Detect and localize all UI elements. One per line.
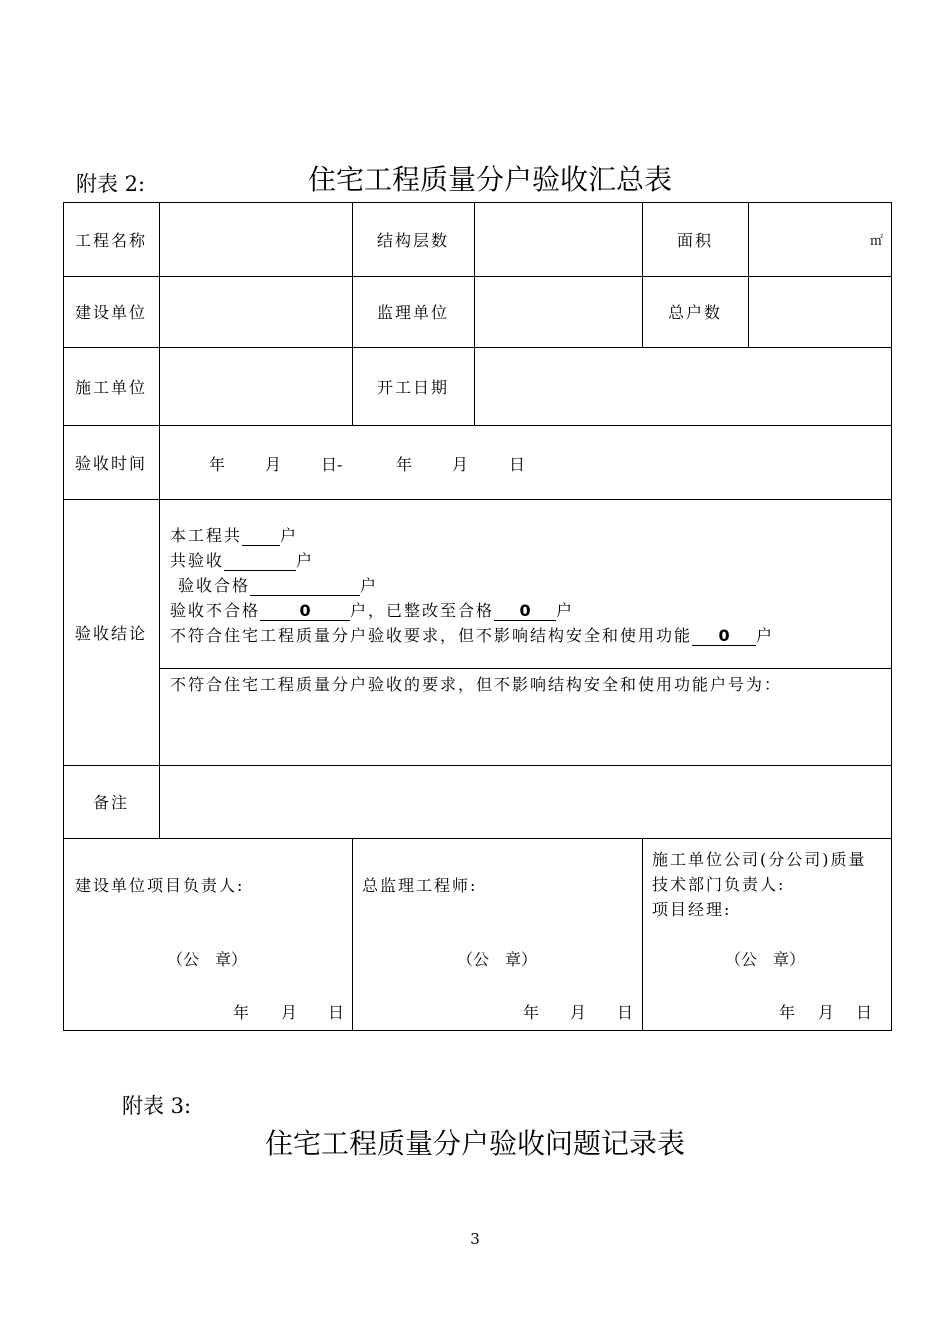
supervisor-sign-day: 日 [617, 1003, 634, 1022]
remarks-label: 备注 [92, 793, 129, 812]
row-divider [159, 668, 892, 669]
supervision-unit-label: 监理单位 [376, 303, 449, 322]
owner-sign-day: 日 [328, 1003, 345, 1022]
builder-sign-year: 年 [779, 1003, 796, 1022]
total-households-label: 总户数 [667, 303, 722, 322]
builder-quality-dept-label: 施工单位公司(分公司)质量 [652, 850, 867, 869]
table-border-bottom [63, 1030, 892, 1031]
start-year: 年 [209, 455, 226, 474]
acceptance-time-label: 验收时间 [74, 453, 147, 473]
builder-sign-day: 日 [856, 1003, 873, 1022]
owner-sign-year: 年 [233, 1003, 250, 1022]
builder-unit-label: 施工单位 [74, 377, 147, 397]
col-divider [642, 838, 643, 1031]
owner-sign-month: 月 [281, 1003, 298, 1022]
row-divider [63, 838, 892, 839]
qualified-prefix: 验收合格 [178, 576, 251, 595]
conclusion-line-qualified [178, 573, 378, 596]
seal-builder: （公 章） [725, 950, 806, 969]
row-divider [63, 276, 892, 277]
inspected-suffix: 户 [296, 551, 315, 570]
unqualified-count: 0 [260, 601, 350, 621]
table-border-right [891, 202, 892, 1031]
conclusion-line-total [170, 523, 298, 546]
appendix2-label: 附表 2: [76, 172, 146, 196]
start-date-label: 开工日期 [376, 377, 449, 397]
col-divider [352, 838, 353, 1031]
end-year: 年 [396, 455, 413, 474]
owner-project-leader-label: 建设单位项目负责人: [75, 876, 245, 895]
appendix2-title: 住宅工程质量分户验收汇总表 [307, 163, 672, 196]
area-unit: ㎡ [869, 233, 883, 249]
qualified-blank [250, 576, 360, 596]
inspected-prefix: 共验收 [170, 551, 225, 570]
end-month: 月 [452, 455, 469, 474]
construction-unit-label: 建设单位 [74, 303, 147, 322]
total-households-blank [242, 526, 280, 546]
row-divider [63, 765, 892, 766]
supervisor-sign-month: 月 [570, 1003, 587, 1022]
end-day: 日 [509, 455, 526, 474]
start-month: 月 [265, 455, 282, 474]
project-name-label: 工程名称 [74, 230, 147, 250]
conclusion-line-inspected [170, 548, 314, 571]
appendix3-label: 附表 3: [122, 1094, 192, 1118]
unqualified-prefix: 验收不合格 [170, 601, 261, 620]
row-divider [63, 347, 892, 348]
builder-sign-month: 月 [818, 1003, 835, 1022]
acceptance-summary-table [63, 202, 892, 1031]
appendix3-title: 住宅工程质量分户验收问题记录表 [264, 1127, 685, 1160]
row-divider [63, 425, 892, 426]
conclusion-label: 验收结论 [74, 623, 147, 643]
start-day: 日- [321, 455, 343, 474]
project-manager-label: 项目经理: [652, 900, 732, 919]
nonconforming-count: 0 [692, 626, 756, 646]
rectified-suffix: 户 [556, 601, 575, 620]
qualified-suffix: 户 [360, 576, 379, 595]
total-households-prefix: 本工程共 [170, 526, 243, 545]
structure-floors-label: 结构层数 [376, 230, 449, 250]
total-households-suffix: 户 [280, 526, 299, 545]
rectified-count: 0 [494, 601, 556, 621]
col-divider [159, 202, 160, 838]
builder-tech-leader-label: 技术部门负责人: [652, 875, 786, 894]
col-divider [474, 202, 475, 425]
supervisor-sign-year: 年 [523, 1003, 540, 1022]
page-number: 3 [470, 1230, 480, 1248]
inspected-blank [224, 551, 296, 571]
chief-supervisor-label: 总监理工程师: [362, 876, 478, 895]
nonconforming-prefix: 不符合住宅工程质量分户验收要求，但不影响结构安全和使用功能 [170, 626, 693, 645]
seal-owner: （公 章） [167, 950, 248, 969]
unqualified-mid: 户，已整改至合格 [350, 601, 495, 620]
nonconforming-suffix: 户 [756, 626, 775, 645]
nonconforming-unit-numbers-label: 不符合住宅工程质量分户验收的要求，但不影响结构安全和使用功能户号为： [170, 675, 783, 694]
area-label: 面积 [676, 230, 713, 250]
row-divider [63, 499, 892, 500]
conclusion-line-unqualified [170, 598, 574, 621]
seal-supervisor: （公 章） [457, 950, 538, 969]
conclusion-line-nonconforming [170, 623, 774, 646]
